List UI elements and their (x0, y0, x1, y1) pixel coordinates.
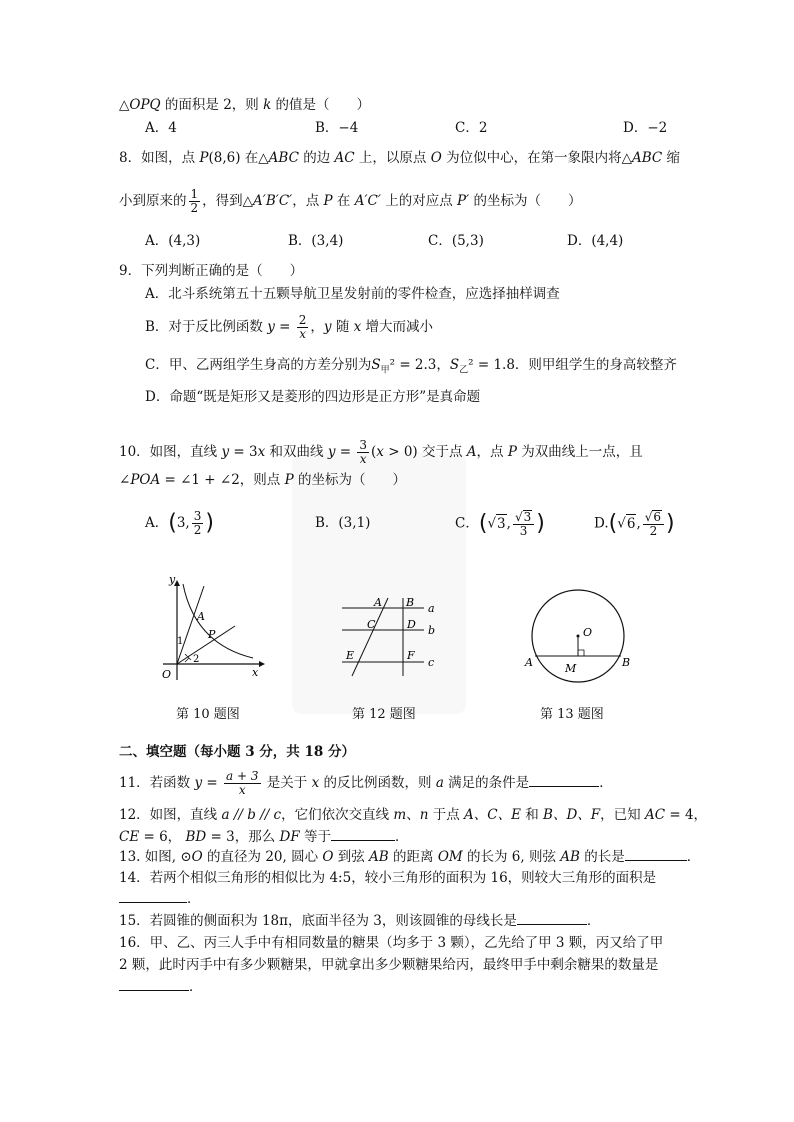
hyperbola-curve (183, 584, 253, 658)
q7-option-c: C．2 (455, 120, 488, 136)
fig12-label-b-point: B (406, 596, 415, 609)
q7-option-a: A．4 (145, 120, 177, 136)
q9-option-b: B．对于反比例函数 y = $\frac{2}{x}$ ，y 随 x 增大而减小 (145, 313, 434, 341)
q9-option-c: C．甲、乙两组学生身高的方差分别为$S_甲^2 = 2.3$，$S_乙^2 = 1.8$．则甲组学生的身高较整齐 (145, 357, 677, 376)
q8-option-c: C．(5,3) (428, 233, 484, 249)
fig12-label-a-point: A (374, 596, 382, 609)
q14-line1: 14．若两个相似三角形的相似比为 4:5，较小三角形的面积为 16，则较大三角形的面积是 (119, 870, 657, 886)
fig10-label-x: x (252, 666, 259, 679)
fig10-label-o: O (162, 668, 172, 681)
q10-line1: 10．如图，直线 y = 3x 和双曲线 y = $\frac{3}{x}$ (x > 0) 交于点 A，点 P 为双曲线上一点，且 (119, 438, 643, 466)
line-m (352, 598, 388, 676)
q13-answer-blank (625, 848, 687, 861)
q8-option-d: D．(4,4) (567, 233, 624, 249)
fig12-label-line-b: b (428, 624, 436, 637)
q8-option-a: A．(4,3) (145, 233, 201, 249)
q10-option-c: C．(√3, $\frac{√3}{3}$ ) (455, 510, 545, 538)
q12-line2: CE = 6， BD = 3，那么 DF 等于 ． (119, 829, 409, 845)
q7-stem: △OPQ 的面积是 2，则 k 的值是（ ） (119, 97, 371, 113)
fig10-label-1: 1 (177, 636, 184, 647)
fig12-label-c-point: C (367, 618, 376, 631)
figure-13 (520, 584, 636, 688)
q10-option-d: D.(√6, $\frac{√6}{2}$ ) (594, 510, 675, 538)
figure-10-caption: 第 10 题图 (176, 707, 240, 722)
q15-answer-blank (517, 912, 587, 925)
q7-option-d: D．−2 (623, 120, 668, 136)
figure-10 (155, 572, 265, 682)
figure-12-caption: 第 12 题图 (352, 707, 416, 722)
fig12-label-d-point: D (407, 618, 416, 631)
fig12-label-line-a: a (428, 602, 435, 615)
q11-answer-blank (529, 774, 599, 787)
q16-answer-blank (119, 978, 189, 991)
fig10-label-p: P (208, 628, 216, 641)
section-2-title: 二、填空题（每小题 3 分，共 18 分） (119, 744, 355, 760)
q11: 11．若函数 y = $\frac{a + 3}{x}$ 是关于 x 的反比例函数，则 a 满足的条件是 ． (119, 769, 613, 797)
figure-12 (336, 592, 446, 684)
q10-option-a: A．(3, $\frac{3}{2}$ ) (145, 509, 214, 537)
fig10-label-a: A (197, 610, 205, 623)
q16-line1: 16．甲、乙、丙三人手中有相同数量的糖果（均多于 3 颗），乙先给了甲 3 颗，丙又给了甲 (119, 935, 664, 951)
q8-line1: 8．如图，点 P(8,6) 在△ABC 的边 AC 上，以原点 O 为位似中心，在第一象限内将△ABC 缩 (119, 150, 681, 166)
right-angle-mark (578, 650, 584, 656)
q10-option-b: B．(3,1) (315, 515, 371, 531)
fig13-label-a: A (525, 656, 533, 669)
q8-option-b: B．(3,4) (288, 233, 344, 249)
q15: 15．若圆锥的侧面积为 18π，底面半径为 3，则该圆锥的母线长是 ． (119, 913, 601, 929)
q16-line3: ． (119, 978, 203, 996)
figure-13-caption: 第 13 题图 (540, 707, 604, 722)
fig12-label-f-point: F (407, 649, 415, 662)
fig10-label-y: y (169, 573, 176, 586)
q13: 13. 如图, ⊙O 的直径为 20, 圆心 O 到弦 AB 的距离 OM 的长为 6, 则弦 AB 的长是 ． (119, 849, 701, 865)
q16-line2: 2 颗，此时丙手中有多少颗糖果，甲就拿出多少颗糖果给丙，最终甲手中剩余糖果的数量是 (119, 957, 659, 973)
fig10-label-2: 2 (193, 654, 200, 665)
center-dot (577, 635, 580, 638)
q14-line2: ． (119, 890, 201, 908)
fig12-label-e-point: E (346, 649, 355, 662)
q14-answer-blank (119, 890, 187, 903)
q8-fraction: $\frac{1}{2}$ (190, 187, 199, 215)
q7-option-b: B．−4 (315, 120, 359, 136)
fig13-label-b: B (622, 656, 631, 669)
fig12-label-line-c: c (428, 656, 435, 669)
q9-stem: 9．下列判断正确的是（ ） (119, 263, 304, 279)
fig13-label-o: O (583, 626, 593, 639)
q9-option-a: A．北斗系统第五十五颗导航卫星发射前的零件检查，应选择抽样调查 (145, 286, 560, 302)
x-axis-arrow-icon (259, 661, 265, 667)
q12-line1: 12．如图，直线 a // b // c，它们依次交直线 m、n 于点 A、C、E 和 B、D、F，已知 AC = 4， (119, 807, 708, 823)
q8-line2: 小到原来的 $\frac{1}{2}$ ，得到△A′B′C′，点 P 在 A′C′ 上的对应点 P′ 的坐标为（ ） (119, 187, 582, 215)
q10-line2: ∠POA = ∠1 + ∠2，则点 P 的坐标为（ ） (119, 472, 406, 488)
q12-answer-blank (331, 828, 395, 841)
q9-option-d: D．命题“既是矩形又是菱形的四边形是正方形”是真命题 (145, 389, 481, 405)
fig13-label-m: M (565, 662, 577, 675)
